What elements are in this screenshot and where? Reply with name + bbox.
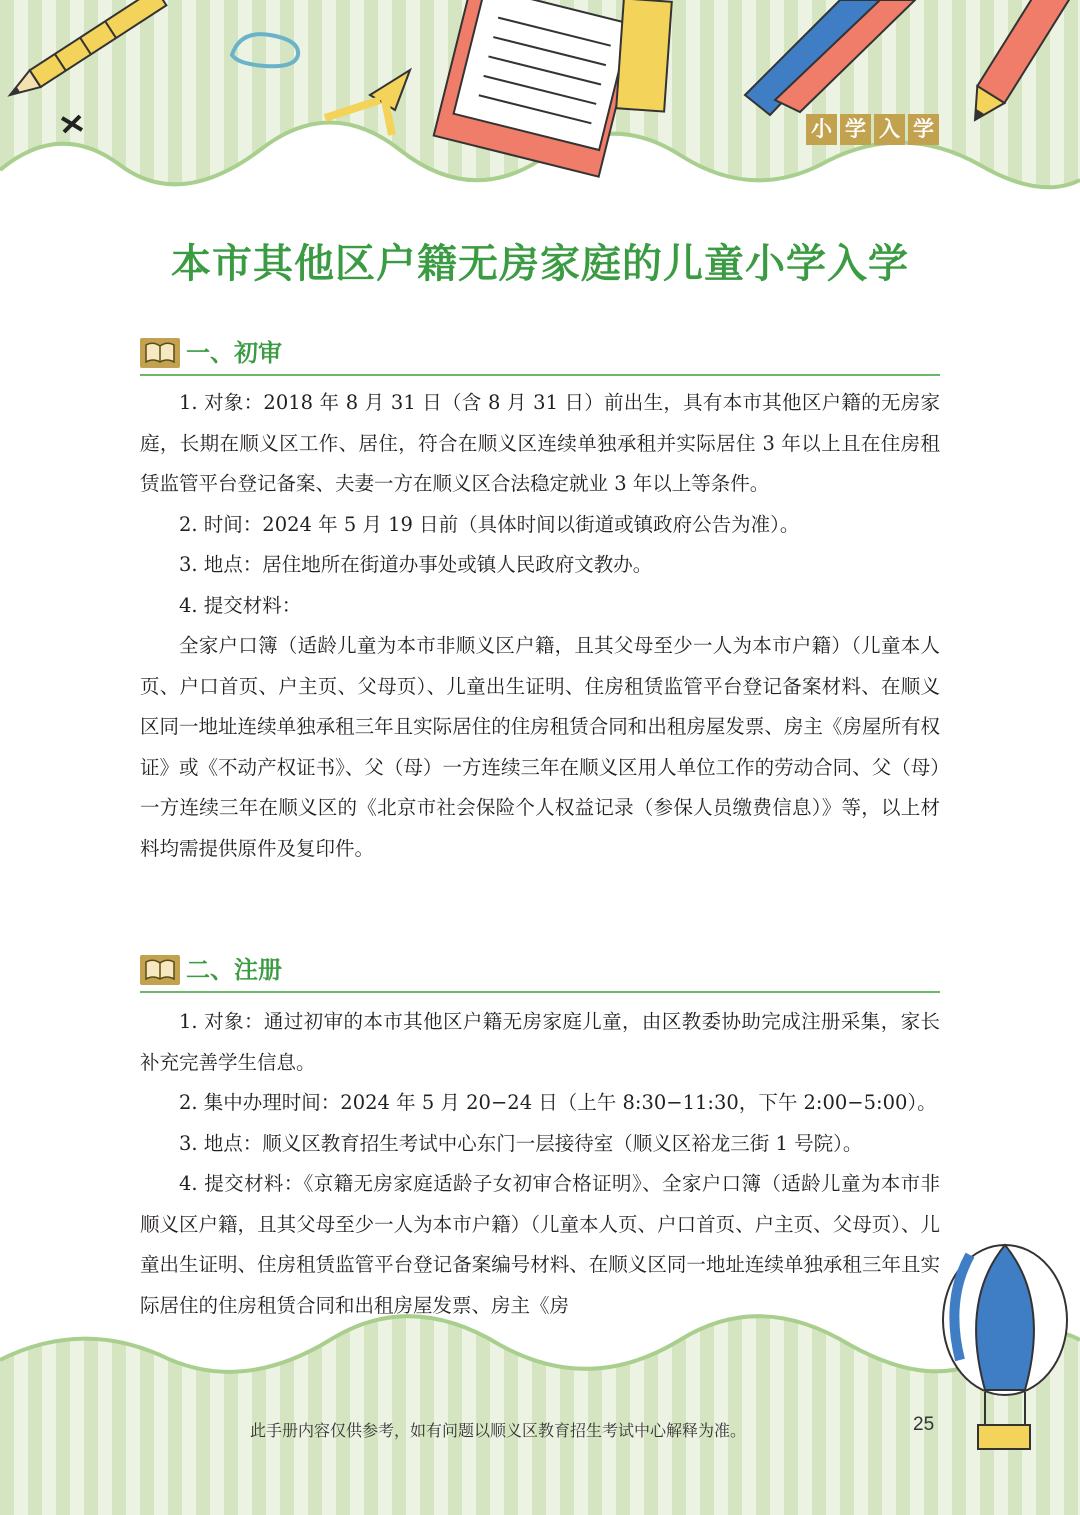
paragraph: 2. 集中办理时间：2024 年 5 月 20−24 日（上午 8:30−11:30，下午 2:00−5:00）。 xyxy=(179,1091,937,1114)
paperclip-icon xyxy=(232,34,298,66)
section-badge xyxy=(806,114,939,146)
section-heading-text: 一、初审 xyxy=(186,339,282,367)
badge-char: 学 xyxy=(908,114,939,145)
section-heading-1 xyxy=(140,336,940,376)
paragraph: 全家户口簿（适龄儿童为本市非顺义区户籍，且其父母至少一人为本市户籍）（儿童本人页、户口首页、户主页、父母页）、儿童出生证明、住房租赁监管平台登记备案材料、在顺义区同一地址连续单独承租三年且实际居住的住房租赁合同和出租房屋发票、房主《房屋所有权证》或《不动产权证书》、父（母）一方连续三年在顺义区用人单位工作的劳动合同、父（母）一方连续三年在顺义区的《北京市社会保险个人权益记录（参保人员缴费信息）》等，以上材料均需提供原件及复印件。 xyxy=(140,634,940,860)
pencil-icon xyxy=(5,0,167,103)
section-heading-text: 二、注册 xyxy=(186,956,282,984)
open-book-icon xyxy=(140,955,180,985)
paragraph: 3. 地点：居住地所在街道办事处或镇人民政府文教办。 xyxy=(179,553,653,576)
folder-icon xyxy=(616,0,672,112)
badge-char: 入 xyxy=(874,114,905,145)
books-icon xyxy=(745,0,915,115)
section-body-2 xyxy=(140,1002,940,1326)
paragraph: 4. 提交材料： xyxy=(179,593,302,617)
paragraph: 3. 地点：顺义区教育招生考试中心东门一层接待室（顺义区裕龙三街 1 号院）。 xyxy=(179,1131,863,1155)
open-book-icon xyxy=(140,338,180,368)
paragraph: 4. 提交材料：《京籍无房家庭适龄子女初审合格证明》、全家户口簿（适龄儿童为本市非顺义区户籍，且其父母至少一人为本市户籍）（儿童本人页、户口首页、户主页、父母页）、儿童出生证明、住房租赁监管平台登记备案编号材料、在顺义区同一地址连续单独承租三年且实际居住的住房租赁合同和出租房屋发票、房主《房 xyxy=(140,1172,940,1317)
section-heading-2 xyxy=(140,953,940,993)
badge-char: 小 xyxy=(806,114,837,145)
hot-air-balloon-icon xyxy=(943,1245,1067,1449)
section-body-1 xyxy=(140,383,940,869)
page-number: 25 xyxy=(913,1414,935,1435)
notebook-icon xyxy=(434,0,637,177)
paragraph: 1. 对象：通过初审的本市其他区户籍无房家庭儿童，由区教委协助完成注册采集，家长补充完善学生信息。 xyxy=(140,1010,940,1074)
pencil-icon xyxy=(961,0,1078,128)
paragraph: 2. 时间：2024 年 5 月 19 日前（具体时间以街道或镇政府公告为准）。 xyxy=(179,512,800,536)
badge-char: 学 xyxy=(840,114,871,145)
footer-note: 此手册内容仅供参考，如有问题以顺义区教育招生考试中心解释为准。 xyxy=(250,1421,747,1440)
page-title: 本市其他区户籍无房家庭的儿童小学入学 xyxy=(171,241,909,287)
paragraph: 1. 对象：2018 年 8 月 31 日（含 8 月 31 日）前出生，具有本市其他区户籍的无房家庭，长期在顺义区工作、居住，符合在顺义区连续单独承租并实际居住 3 年以上且在住房租赁监管平台登记备案、夫妻一方在顺义区合法稳定就业 3 年以上等条件。 xyxy=(140,391,940,495)
x-mark-icon xyxy=(62,116,82,132)
